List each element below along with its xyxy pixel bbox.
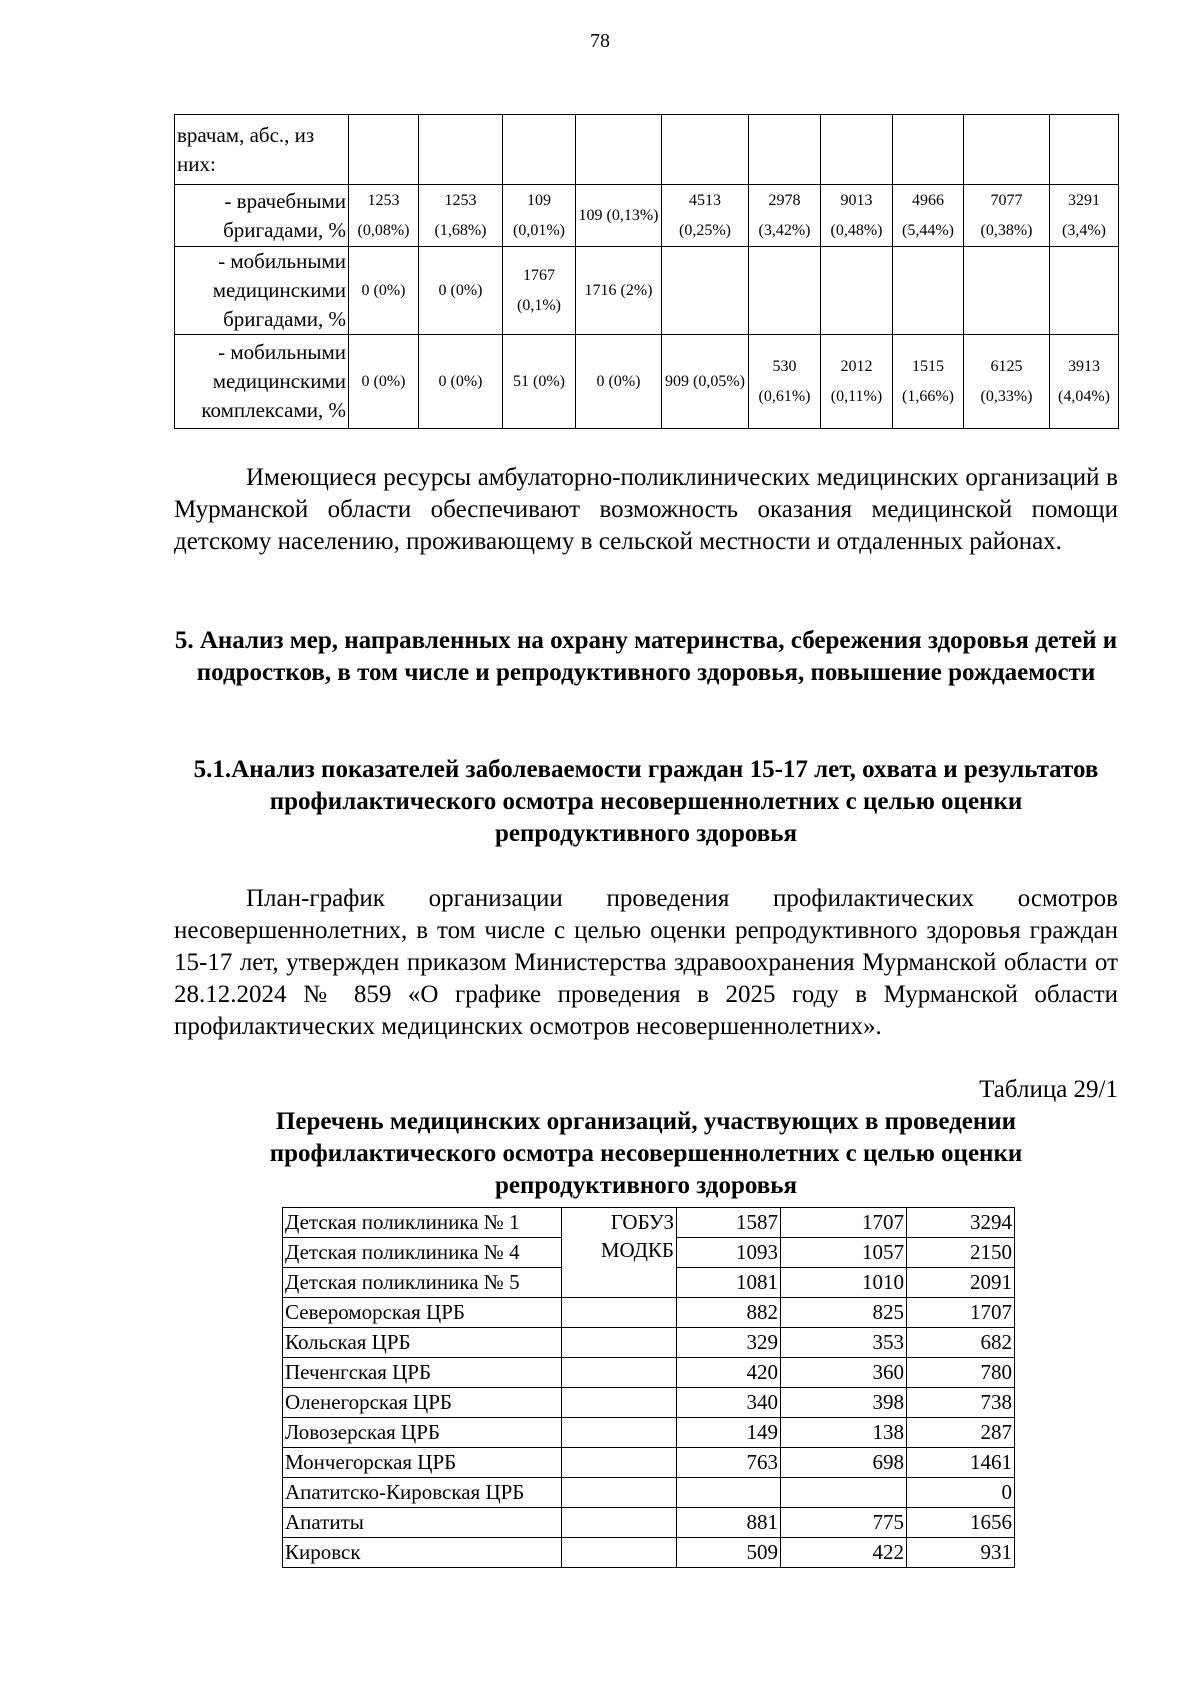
org-name-cell: Ловозерская ЦРБ xyxy=(283,1418,562,1448)
org-group-cell xyxy=(562,1418,677,1448)
org-group-cell xyxy=(562,1298,677,1328)
section-heading-5-1: 5.1.Анализ показателей заболеваемости граждан 15-17 лет, охвата и результатов профилактического осмотра несовершеннолетних с целью оценки репродуктивного здоровья xyxy=(193,756,1099,847)
row-label: - врачебными бригадами, % xyxy=(175,185,349,247)
org-name-cell: Кировск xyxy=(283,1538,562,1568)
paragraph-plan: План-график организации проведения профилактических осмотров несовершеннолетних, в том числе с целью оценки репродуктивного здоровья граждан 15-17 лет, утвержден приказом Министерства здравоохранения Мурманской области от 28.12.2024 № 859 «О графике проведения в 2025 году в Мурманской области профилактических медицинских осмотров несовершеннолетних». xyxy=(174,885,1118,1040)
value-cell: 931 xyxy=(907,1538,1015,1568)
value-cell: 682 xyxy=(907,1328,1015,1358)
value-cell xyxy=(677,1478,781,1508)
table-row xyxy=(283,1418,1015,1448)
section-heading-5: 5. Анализ мер, направленных на охрану материнства, сбережения здоровья детей и подростков, в том числе и репродуктивного здоровья, повышение рождаемости xyxy=(174,627,1118,686)
table-row xyxy=(283,1298,1015,1328)
value-cell: 353 xyxy=(781,1328,907,1358)
value-cell: 509 xyxy=(677,1538,781,1568)
value-cell: 825 xyxy=(781,1298,907,1328)
org-name-cell: Детская поликлиника № 4 xyxy=(283,1238,562,1268)
organizations-table xyxy=(282,1207,1015,1568)
table-row xyxy=(283,1538,1015,1568)
value-cell: 398 xyxy=(781,1388,907,1418)
value-cell: 2091 xyxy=(907,1268,1015,1298)
value-cell: 738 xyxy=(907,1388,1015,1418)
org-name-cell: Детская поликлиника № 1 xyxy=(283,1208,562,1238)
value-cell: 1057 xyxy=(781,1238,907,1268)
table-cell: 4966 (5,44%) xyxy=(893,185,964,247)
value-cell: 2150 xyxy=(907,1238,1015,1268)
table-cell: 109 (0,13%) xyxy=(576,185,662,247)
table-number-label: Таблица 29/1 xyxy=(979,1076,1118,1103)
table-cell: 6125 (0,33%) xyxy=(964,335,1050,429)
value-cell: 775 xyxy=(781,1508,907,1538)
table-row xyxy=(175,247,1119,335)
value-cell: 780 xyxy=(907,1358,1015,1388)
value-cell: 138 xyxy=(781,1418,907,1448)
table-cell xyxy=(749,247,821,335)
value-cell: 698 xyxy=(781,1448,907,1478)
table-cell: 7077 (0,38%) xyxy=(964,185,1050,247)
org-name-cell: Печенгская ЦРБ xyxy=(283,1358,562,1388)
table-cell: 2978 (3,42%) xyxy=(749,185,821,247)
org-group-cell xyxy=(562,1478,677,1508)
table-cell xyxy=(893,247,964,335)
org-name-cell: Мончегорская ЦРБ xyxy=(283,1448,562,1478)
org-name-cell: Апатиты xyxy=(283,1508,562,1538)
table-cell: 0 (0%) xyxy=(419,247,503,335)
value-cell: 1093 xyxy=(677,1238,781,1268)
value-cell: 329 xyxy=(677,1328,781,1358)
org-group-cell xyxy=(562,1358,677,1388)
row-label: - мобильными медицинскими комплексами, % xyxy=(175,335,349,429)
org-group-cell xyxy=(562,1328,677,1358)
value-cell: 763 xyxy=(677,1448,781,1478)
org-name-cell: Оленегорская ЦРБ xyxy=(283,1388,562,1418)
table-cell: 2012 (0,11%) xyxy=(821,335,893,429)
table-cell: 1515 (1,66%) xyxy=(893,335,964,429)
value-cell: 1707 xyxy=(907,1298,1015,1328)
table-cell xyxy=(662,247,749,335)
row-label: врачам, абс., из них: xyxy=(175,115,349,185)
value-cell: 420 xyxy=(677,1358,781,1388)
value-cell: 881 xyxy=(677,1508,781,1538)
value-cell xyxy=(781,1478,907,1508)
table-row xyxy=(283,1208,1015,1238)
value-cell: 1656 xyxy=(907,1508,1015,1538)
value-cell: 149 xyxy=(677,1418,781,1448)
table-row xyxy=(283,1448,1015,1478)
table-row xyxy=(175,185,1119,247)
table-title: Перечень медицинских организаций, участвующих в проведении профилактического осмотра несовершеннолетних с целью оценки репродуктивного здоровья xyxy=(269,1108,1023,1199)
table-cell xyxy=(821,247,893,335)
org-name-cell: Кольская ЦРБ xyxy=(283,1328,562,1358)
table-cell: 909 (0,05%) xyxy=(662,335,749,429)
value-cell: 340 xyxy=(677,1388,781,1418)
table-cell: 1253 (1,68%) xyxy=(419,185,503,247)
table-cell: 51 (0%) xyxy=(503,335,576,429)
value-cell: 287 xyxy=(907,1418,1015,1448)
value-cell: 360 xyxy=(781,1358,907,1388)
value-cell: 882 xyxy=(677,1298,781,1328)
value-cell: 3294 xyxy=(907,1208,1015,1238)
org-name-cell: Апатитско-Кировская ЦРБ xyxy=(283,1478,562,1508)
table-cell: 0 (0%) xyxy=(349,335,419,429)
value-cell: 1587 xyxy=(677,1208,781,1238)
value-cell: 422 xyxy=(781,1538,907,1568)
table-cell: 4513 (0,25%) xyxy=(662,185,749,247)
value-cell: 1081 xyxy=(677,1268,781,1298)
org-name-cell: Детская поликлиника № 5 xyxy=(283,1268,562,1298)
table-cell xyxy=(964,247,1050,335)
table-cell: 3291 (3,4%) xyxy=(1050,185,1119,247)
table-cell: 0 (0%) xyxy=(419,335,503,429)
org-group-cell xyxy=(562,1388,677,1418)
table-row xyxy=(283,1388,1015,1418)
resources-table xyxy=(174,114,1119,429)
org-name-cell: Североморская ЦРБ xyxy=(283,1298,562,1328)
table-row xyxy=(283,1478,1015,1508)
table-row xyxy=(283,1508,1015,1538)
value-cell: 1461 xyxy=(907,1448,1015,1478)
table-cell: 3913 (4,04%) xyxy=(1050,335,1119,429)
table-row xyxy=(175,335,1119,429)
page-number: 78 xyxy=(590,30,610,52)
value-cell: 1707 xyxy=(781,1208,907,1238)
table-cell: 1767 (0,1%) xyxy=(503,247,576,335)
org-group-cell xyxy=(562,1448,677,1478)
table-row xyxy=(175,115,1119,185)
org-group-cell xyxy=(562,1508,677,1538)
org-group-cell xyxy=(562,1538,677,1568)
table-row xyxy=(283,1328,1015,1358)
value-cell: 0 xyxy=(907,1478,1015,1508)
table-cell: 109 (0,01%) xyxy=(503,185,576,247)
table-cell: 0 (0%) xyxy=(349,247,419,335)
row-label: - мобильными медицинскими бригадами, % xyxy=(175,247,349,335)
table-cell: 1716 (2%) xyxy=(576,247,662,335)
table-row xyxy=(283,1358,1015,1388)
table-cell: 530 (0,61%) xyxy=(749,335,821,429)
table-cell xyxy=(1050,247,1119,335)
table-cell: 1253 (0,08%) xyxy=(349,185,419,247)
value-cell: 1010 xyxy=(781,1268,907,1298)
paragraph-resources: Имеющиеся ресурсы амбулаторно-поликлинических медицинских организаций в Мурманской области обеспечивают возможность оказания медицинской помощи детскому населению, проживающему в сельской местности и отдаленных районах. xyxy=(174,464,1118,555)
table-cell: 9013 (0,48%) xyxy=(821,185,893,247)
org-group-cell: ГОБУЗ МОДКБ xyxy=(562,1208,677,1298)
table-cell: 0 (0%) xyxy=(576,335,662,429)
